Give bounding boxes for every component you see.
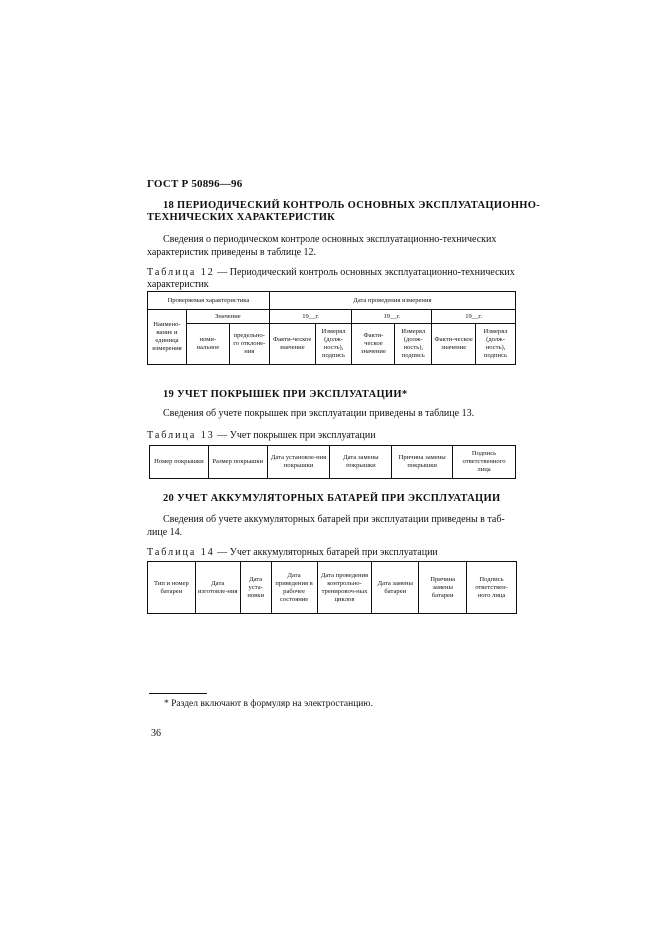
footnote: * Раздел включают в формуляр на электростанцию. xyxy=(164,699,373,709)
table-14-title: — Учет аккумуляторных батарей при эксплуатации xyxy=(214,547,438,558)
section-18-paragraph-line-1: Сведения о периодическом контроле основных эксплуатационно-технических xyxy=(163,234,497,245)
th-tire-replace-reason: Причина замены покрышки xyxy=(392,446,453,479)
th-tire-size: Размер покрышки xyxy=(208,446,267,479)
table-14 xyxy=(147,561,517,614)
th-commissioning-date: Дата приведения в рабочее состояние xyxy=(271,562,317,614)
th-battery-replace-date: Дата замены батареи xyxy=(372,562,419,614)
th-actual-value-1: Факти-ческое значение xyxy=(269,324,315,365)
table-12 xyxy=(147,291,516,365)
section-19-paragraph: Сведения об учете покрышек при эксплуатации приведены в таблице 13. xyxy=(163,408,475,419)
table-13-caption xyxy=(147,429,376,442)
standard-header: ГОСТ Р 50896—96 xyxy=(147,178,243,190)
th-tire-install-date: Дата установле-ния покрышки xyxy=(267,446,330,479)
table-14-caption xyxy=(147,546,438,559)
th-limit-deviation: предельно-го отклоне-ния xyxy=(229,324,269,365)
th-actual-value-2: Факти-ческое значение xyxy=(352,324,395,365)
th-name-and-unit: Наимено-вание и единица измерения xyxy=(148,310,187,365)
th-measured-by-3: Измерял (долж-ность), подпись xyxy=(476,324,516,365)
th-training-cycles-date: Дата проведения контрольно-тренировоч-ных циклов xyxy=(317,562,372,614)
section-20-title: 20 УЧЕТ АККУМУЛЯТОРНЫХ БАТАРЕЙ ПРИ ЭКСПЛУАТАЦИИ xyxy=(163,493,501,504)
table-13-label: Таблица 13 xyxy=(147,430,215,441)
section-20-paragraph-line-2: лице 14. xyxy=(147,527,183,538)
th-responsible-signature: Подпись ответственного лица xyxy=(453,446,516,479)
table-13 xyxy=(149,445,516,479)
th-checked-characteristic: Проверяемая характеристика xyxy=(148,292,270,310)
page-number: 36 xyxy=(151,728,161,739)
th-manufacture-date: Дата изготовле-ния xyxy=(195,562,240,614)
th-measurement-date: Дата проведения измерения xyxy=(269,292,515,310)
section-19-title: 19 УЧЕТ ПОКРЫШЕК ПРИ ЭКСПЛУАТАЦИИ* xyxy=(163,389,408,400)
table-12-title: — Периодический контроль основных эксплуатационно-технических xyxy=(214,267,515,278)
footnote-divider xyxy=(149,693,207,694)
table-12-caption-line-2: характеристик xyxy=(147,279,209,290)
th-tire-replace-date: Дата замены покрышки xyxy=(330,446,392,479)
section-20-paragraph-line-1: Сведения об учете аккумуляторных батарей при эксплуатации приведены в таб- xyxy=(163,514,505,525)
th-measured-by-1: Измерял (долж-ность), подпись xyxy=(315,324,352,365)
th-battery-replace-reason: Причина замены батареи xyxy=(419,562,467,614)
th-actual-value-3: Факти-ческое значение xyxy=(432,324,476,365)
th-measured-by-2: Измерял (долж-ность), подпись xyxy=(395,324,432,365)
section-18-title-line-1: 18 ПЕРИОДИЧЕСКИЙ КОНТРОЛЬ ОСНОВНЫХ ЭКСПЛУАТАЦИОННО- xyxy=(163,200,541,211)
section-18-paragraph-line-2: характеристик приведены в таблице 12. xyxy=(147,247,317,258)
th-battery-responsible-signature: Подпись ответствен-ного лица xyxy=(467,562,517,614)
th-nominal: номи-нальное xyxy=(186,324,229,365)
th-year-3: 19__г. xyxy=(432,310,516,324)
table-12-label: Таблица 12 xyxy=(147,267,215,278)
th-install-date: Дата уста-новки xyxy=(240,562,271,614)
th-battery-type-number: Тип и номер батареи xyxy=(148,562,196,614)
table-13-title: — Учет покрышек при эксплуатации xyxy=(214,430,376,441)
section-18-title-line-2: ТЕХНИЧЕСКИХ ХАРАКТЕРИСТИК xyxy=(147,212,336,223)
th-year-1: 19__г. xyxy=(269,310,352,324)
th-tire-number: Номер покрышки xyxy=(150,446,209,479)
th-value: Значение xyxy=(186,310,269,324)
th-year-2: 19__г. xyxy=(352,310,432,324)
table-14-label: Таблица 14 xyxy=(147,547,215,558)
